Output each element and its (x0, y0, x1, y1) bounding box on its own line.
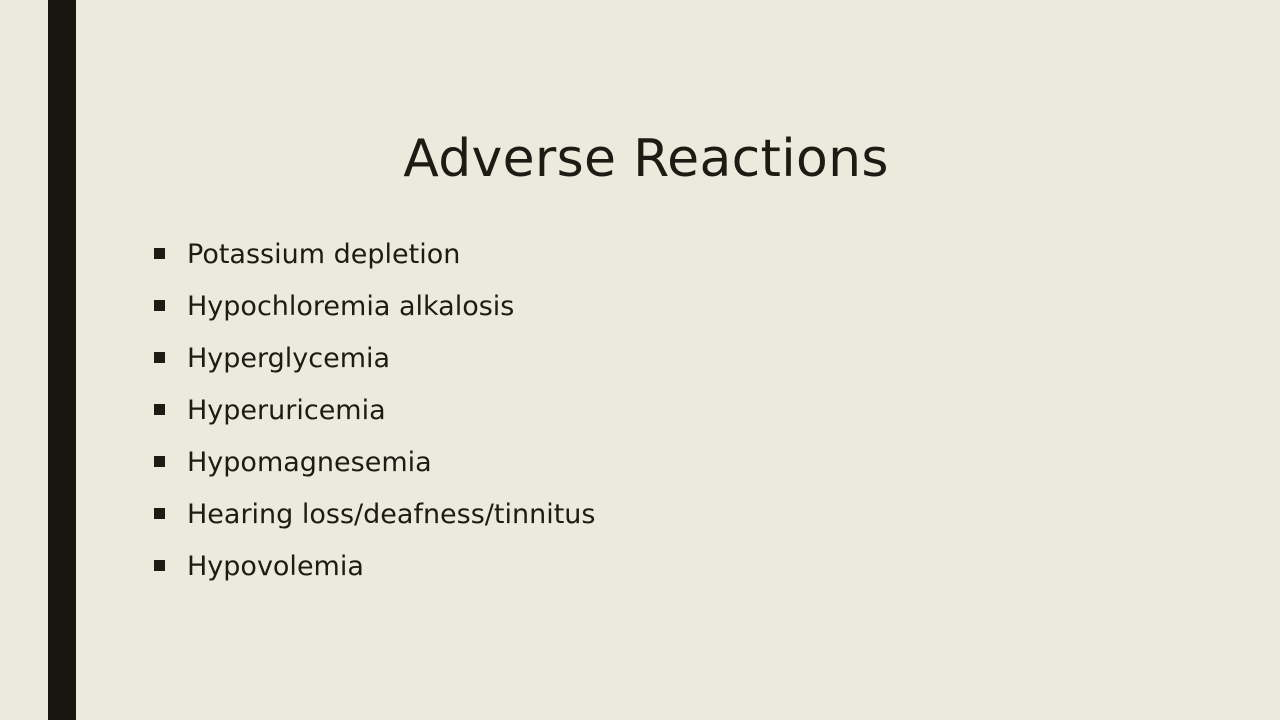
list-item-label: Hypochloremia alkalosis (187, 291, 515, 322)
list-item-label: Potassium depletion (187, 239, 461, 270)
list-item-label: Hearing loss/deafness/tinnitus (187, 499, 596, 530)
list-item (154, 550, 1154, 584)
square-bullet-icon (154, 560, 165, 571)
square-bullet-icon (154, 404, 165, 415)
list-item-label: Hyperglycemia (187, 343, 391, 374)
left-margin-strip (0, 0, 48, 720)
square-bullet-icon (154, 300, 165, 311)
accent-bar (48, 0, 76, 720)
list-item-label: Hypomagnesemia (187, 447, 432, 478)
list-item (154, 342, 1154, 376)
page-title: Adverse Reactions (403, 129, 889, 189)
slide-content-area (76, 0, 1280, 720)
square-bullet-icon (154, 456, 165, 467)
list-item (154, 290, 1154, 324)
list-item (154, 498, 1154, 532)
list-item (154, 446, 1154, 480)
square-bullet-icon (154, 508, 165, 519)
bullet-list (154, 238, 1154, 602)
list-item (154, 394, 1154, 428)
square-bullet-icon (154, 352, 165, 363)
list-item-label: Hyperuricemia (187, 395, 386, 426)
list-item (154, 238, 1154, 272)
square-bullet-icon (154, 248, 165, 259)
list-item-label: Hypovolemia (187, 551, 364, 582)
